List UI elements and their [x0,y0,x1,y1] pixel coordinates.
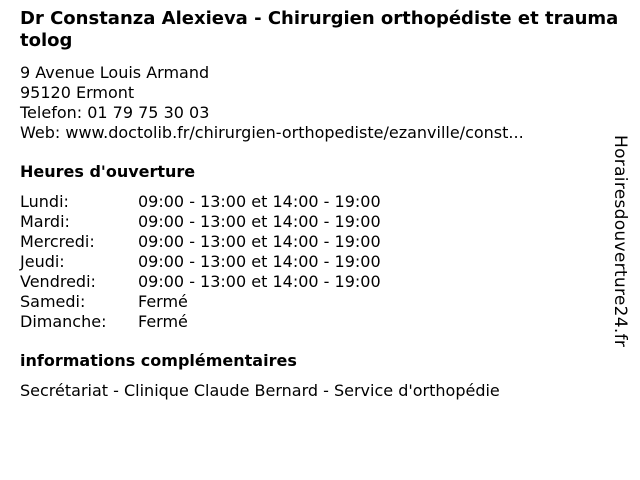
day-time: 09:00 - 13:00 et 14:00 - 19:00 [138,232,381,251]
day-label: Samedi: [20,292,86,311]
day-time: 09:00 - 13:00 et 14:00 - 19:00 [138,192,381,211]
brand-watermark: Horairesdouverture24.fr [610,135,630,348]
day-label: Mardi: [20,212,70,231]
extra-info-heading: informations complémentaires [20,351,297,370]
hours-row-monday [20,192,610,212]
hours-row-tuesday [20,212,610,232]
address-street: 9 Avenue Louis Armand [20,63,210,82]
hours-table [20,192,610,332]
hours-row-sunday [20,312,610,332]
web-line: Web: www.doctolib.fr/chirurgien-orthopediste/ezanville/const... [20,123,524,142]
hours-row-saturday [20,292,610,312]
extra-info-text: Secrétariat - Clinique Claude Bernard - Service d'orthopédie [20,381,500,400]
hours-row-thursday [20,252,610,272]
hours-row-wednesday [20,232,610,252]
day-time: Fermé [138,292,188,311]
hours-row-friday [20,272,610,292]
day-label: Dimanche: [20,312,107,331]
day-label: Lundi: [20,192,69,211]
hours-heading: Heures d'ouverture [20,162,196,181]
phone-line: Telefon: 01 79 75 30 03 [20,103,210,122]
day-time: 09:00 - 13:00 et 14:00 - 19:00 [138,212,381,231]
day-label: Vendredi: [20,272,96,291]
address-city: 95120 Ermont [20,83,135,102]
day-time: 09:00 - 13:00 et 14:00 - 19:00 [138,252,381,271]
day-label: Mercredi: [20,232,95,251]
contact-block [20,63,610,143]
page-title: Dr Constanza Alexieva - Chirurgien orthopédiste et traumatolog [20,8,619,51]
day-time: Fermé [138,312,188,331]
listing-card [20,8,619,401]
day-time: 09:00 - 13:00 et 14:00 - 19:00 [138,272,381,291]
day-label: Jeudi: [20,252,65,271]
